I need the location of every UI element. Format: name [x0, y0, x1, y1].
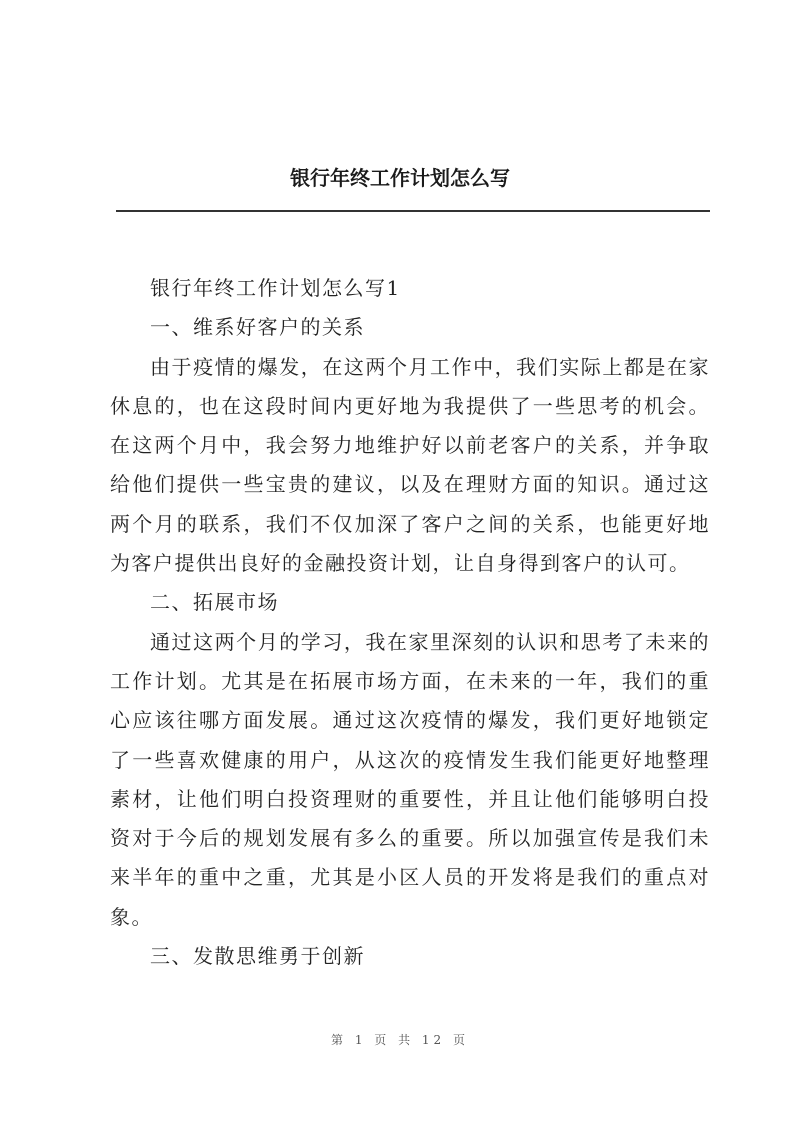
document-title: 银行年终工作计划怎么写: [290, 166, 510, 190]
paragraph-customer: 由于疫情的爆发，在这两个月工作中，我们实际上都是在家休息的，也在这段时间内更好地为我提供了一些思考的机会。在这两个月中，我会努力地维护好以前老客户的关系，并争取给他们提供一些宝贵的建议，以及在理财方面的知识。通过这两个月的联系，我们不仅加深了客户之间的关系，也能更好地为客户提供出良好的金融投资计划，让自身得到客户的认可。: [110, 354, 710, 576]
document-body: [110, 269, 710, 976]
section-heading-innovation: 三、发散思维勇于创新: [150, 944, 365, 969]
section-heading-1: 银行年终工作计划怎么写1: [150, 276, 401, 300]
section-heading-customer: 一、维系好客户的关系: [150, 315, 365, 340]
paragraph-market: 通过这两个月的学习，我在家里深刻的认识和思考了未来的工作计划。尤其是在拓展市场方面，在未来的一年，我们的重心应该往哪方面发展。通过这次疫情的爆发，我们更好地锁定了一些喜欢健康的用户，从这次的疫情发生我们能更好地整理素材，让他们明白投资理财的重要性，并且让他们能够明白投资对于今后的规划发展有多么的重要。所以加强宣传是我们未来半年的重中之重，尤其是小区人员的开发将是我们的重点对象。: [110, 629, 710, 929]
section-heading-market: 二、拓展市场: [150, 590, 279, 615]
page-footer: 第 1 页 共 12 页: [331, 1033, 469, 1047]
title-divider: [116, 210, 710, 212]
